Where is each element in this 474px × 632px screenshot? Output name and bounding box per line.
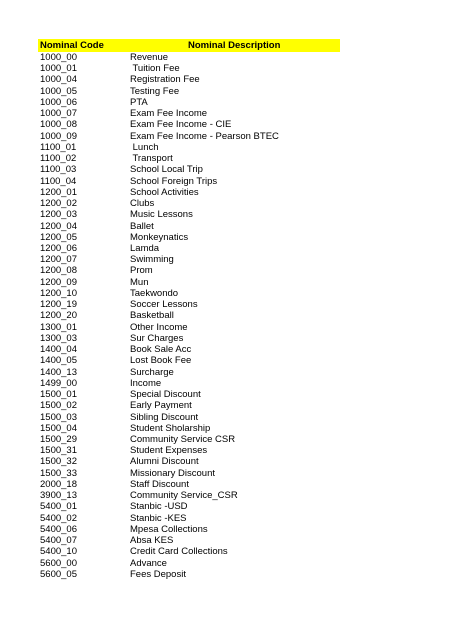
nominal-code-cell: 1200_10: [40, 287, 77, 299]
nominal-description-cell: Exam Fee Income - Pearson BTEC: [130, 130, 279, 142]
nominal-code-cell: 5400_06: [40, 523, 77, 535]
nominal-description-cell: School Foreign Trips: [130, 175, 218, 187]
nominal-description-cell: Swimming: [130, 254, 174, 266]
nominal-description-cell: Advance: [130, 557, 167, 569]
nominal-description-cell: PTA: [130, 96, 148, 108]
nominal-code-cell: 1500_03: [40, 411, 77, 423]
nominal-code-cell: 1000_09: [40, 130, 77, 142]
table-row: [0, 299, 474, 310]
nominal-description-cell: Surcharge: [130, 366, 174, 378]
table-row: [0, 153, 474, 164]
table-row: [0, 277, 474, 288]
table-row: [0, 52, 474, 63]
table-row: [0, 389, 474, 400]
table-row: [0, 501, 474, 512]
table-row: [0, 164, 474, 175]
table-row: [0, 288, 474, 299]
nominal-code-cell: 5400_01: [40, 501, 77, 513]
nominal-description-cell: Credit Card Collections: [130, 546, 228, 558]
table-header-row: [38, 39, 340, 52]
nominal-code-cell: 1000_06: [40, 96, 77, 108]
nominal-code-cell: 1200_06: [40, 242, 77, 254]
table-row: [0, 546, 474, 557]
nominal-description-cell: Clubs: [130, 198, 155, 210]
table-row: [0, 119, 474, 130]
nominal-code-cell: 1100_02: [40, 153, 77, 165]
nominal-code-cell: 1100_01: [40, 141, 77, 153]
nominal-description-cell: Other Income: [130, 321, 188, 333]
table-row: [0, 209, 474, 220]
nominal-code-cell: 1500_04: [40, 422, 77, 434]
nominal-code-cell: 1000_08: [40, 119, 77, 131]
nominal-description-cell: Income: [130, 377, 162, 389]
nominal-code-cell: 5600_05: [40, 568, 77, 580]
table-row: [0, 333, 474, 344]
nominal-description-cell: Staff Discount: [130, 478, 189, 490]
table-row: [0, 198, 474, 209]
nominal-code-cell: 1500_31: [40, 445, 77, 457]
table-row: [0, 400, 474, 411]
nominal-description-cell: Community Service_CSR: [130, 490, 238, 502]
table-body: [0, 52, 474, 580]
table-row: [0, 322, 474, 333]
nominal-description-cell: Monkeynatics: [130, 231, 189, 243]
nominal-description-cell: Mun: [130, 276, 149, 288]
nominal-code-cell: 1000_00: [40, 52, 77, 63]
nominal-description-cell: Fees Deposit: [130, 568, 186, 580]
table-row: [0, 569, 474, 580]
nominal-code-cell: 1400_13: [40, 366, 77, 378]
nominal-description-cell: Testing Fee: [130, 85, 180, 97]
nominal-description-cell: Music Lessons: [130, 209, 193, 221]
table-row: [0, 490, 474, 501]
nominal-description-cell: Registration Fee: [130, 74, 200, 86]
nominal-code-cell: 1400_04: [40, 344, 77, 356]
nominal-description-cell: Exam Fee Income: [130, 108, 208, 120]
nominal-code-cell: 5400_02: [40, 512, 77, 524]
table-row: [0, 378, 474, 389]
table-row: [0, 63, 474, 74]
nominal-description-cell: Mpesa Collections: [130, 523, 208, 535]
nominal-description-cell: Soccer Lessons: [130, 299, 198, 311]
nominal-code-cell: 1200_08: [40, 265, 77, 277]
table-row: [0, 412, 474, 423]
table-row: [0, 456, 474, 467]
table-row: [0, 243, 474, 254]
nominal-code-cell: 5600_00: [40, 557, 77, 569]
nominal-code-cell: 1200_19: [40, 299, 77, 311]
table-row: [0, 86, 474, 97]
table-row: [0, 310, 474, 321]
table-row: [0, 187, 474, 198]
nominal-code-cell: 1500_29: [40, 433, 77, 445]
nominal-description-cell: Early Payment: [130, 400, 192, 412]
table-row: [0, 97, 474, 108]
nominal-description-cell: Stanbic -USD: [130, 501, 188, 513]
nominal-code-cell: 1200_01: [40, 186, 77, 198]
nominal-description-cell: School Activities: [130, 186, 199, 198]
table-row: [0, 221, 474, 232]
nominal-code-cell: 1300_03: [40, 332, 77, 344]
nominal-description-cell: Tuition Fee: [130, 63, 180, 75]
table-row: [0, 265, 474, 276]
table-row: [0, 434, 474, 445]
table-row: [0, 344, 474, 355]
nominal-code-cell: 1499_00: [40, 377, 77, 389]
table-row: [0, 513, 474, 524]
table-row: [0, 232, 474, 243]
header-nominal-code: Nominal Code: [40, 40, 104, 51]
nominal-code-cell: 1100_04: [40, 175, 77, 187]
nominal-code-cell: 1500_01: [40, 389, 77, 401]
nominal-description-cell: Book Sale Acc: [130, 344, 192, 356]
table-row: [0, 468, 474, 479]
nominal-code-cell: 5400_10: [40, 546, 77, 558]
nominal-description-cell: Exam Fee Income - CIE: [130, 119, 232, 131]
table-row: [0, 524, 474, 535]
nominal-code-cell: 1300_01: [40, 321, 77, 333]
nominal-code-cell: 1000_07: [40, 108, 77, 120]
table-row: [0, 254, 474, 265]
table-row: [0, 74, 474, 85]
table-row: [0, 355, 474, 366]
nominal-code-cell: 1500_32: [40, 456, 77, 468]
nominal-description-cell: Basketball: [130, 310, 174, 322]
nominal-code-cell: 1200_03: [40, 209, 77, 221]
nominal-description-cell: Special Discount: [130, 389, 201, 401]
nominal-code-cell: 1400_05: [40, 355, 77, 367]
nominal-code-cell: 1500_02: [40, 400, 77, 412]
nominal-description-cell: Transport: [130, 153, 173, 165]
nominal-code-cell: 1100_03: [40, 164, 77, 176]
table-row: [0, 142, 474, 153]
nominal-description-cell: Revenue: [130, 52, 169, 63]
nominal-code-cell: 3900_13: [40, 490, 77, 502]
nominal-description-cell: Student Sholarship: [130, 422, 211, 434]
nominal-code-cell: 1200_07: [40, 254, 77, 266]
nominal-code-cell: 1200_05: [40, 231, 77, 243]
table-row: [0, 479, 474, 490]
nominal-description-cell: Lamda: [130, 242, 160, 254]
table-row: [0, 131, 474, 142]
table-row: [0, 108, 474, 119]
nominal-description-cell: Alumni Discount: [130, 456, 199, 468]
nominal-description-cell: Lunch: [130, 141, 159, 153]
table-row: [0, 558, 474, 569]
table-row: [0, 367, 474, 378]
nominal-code-cell: 1500_33: [40, 467, 77, 479]
nominal-description-cell: Sibling Discount: [130, 411, 199, 423]
nominal-code-cell: 1200_20: [40, 310, 77, 322]
header-nominal-description: Nominal Description: [188, 40, 281, 51]
nominal-description-cell: Taekwondo: [130, 287, 179, 299]
nominal-description-cell: Missionary Discount: [130, 467, 215, 479]
nominal-code-cell: 5400_07: [40, 535, 77, 547]
table-row: [0, 176, 474, 187]
nominal-description-cell: Lost Book Fee: [130, 355, 192, 367]
nominal-description-cell: Absa KES: [130, 535, 174, 547]
nominal-code-cell: 1200_04: [40, 220, 77, 232]
nominal-description-cell: Ballet: [130, 220, 154, 232]
nominal-code-cell: 2000_18: [40, 478, 77, 490]
table-row: [0, 535, 474, 546]
table-row: [0, 445, 474, 456]
nominal-description-cell: Student Expenses: [130, 445, 208, 457]
nominal-description-cell: Stanbic -KES: [130, 512, 187, 524]
nominal-code-cell: 1200_02: [40, 198, 77, 210]
nominal-code-cell: 1000_01: [40, 63, 77, 75]
nominal-code-cell: 1000_05: [40, 85, 77, 97]
table-row: [0, 423, 474, 434]
nominal-code-cell: 1200_09: [40, 276, 77, 288]
nominal-description-cell: Prom: [130, 265, 153, 277]
nominal-description-cell: Community Service CSR: [130, 433, 236, 445]
nominal-code-cell: 1000_04: [40, 74, 77, 86]
nominal-description-cell: School Local Trip: [130, 164, 203, 176]
nominal-description-cell: Sur Charges: [130, 332, 184, 344]
